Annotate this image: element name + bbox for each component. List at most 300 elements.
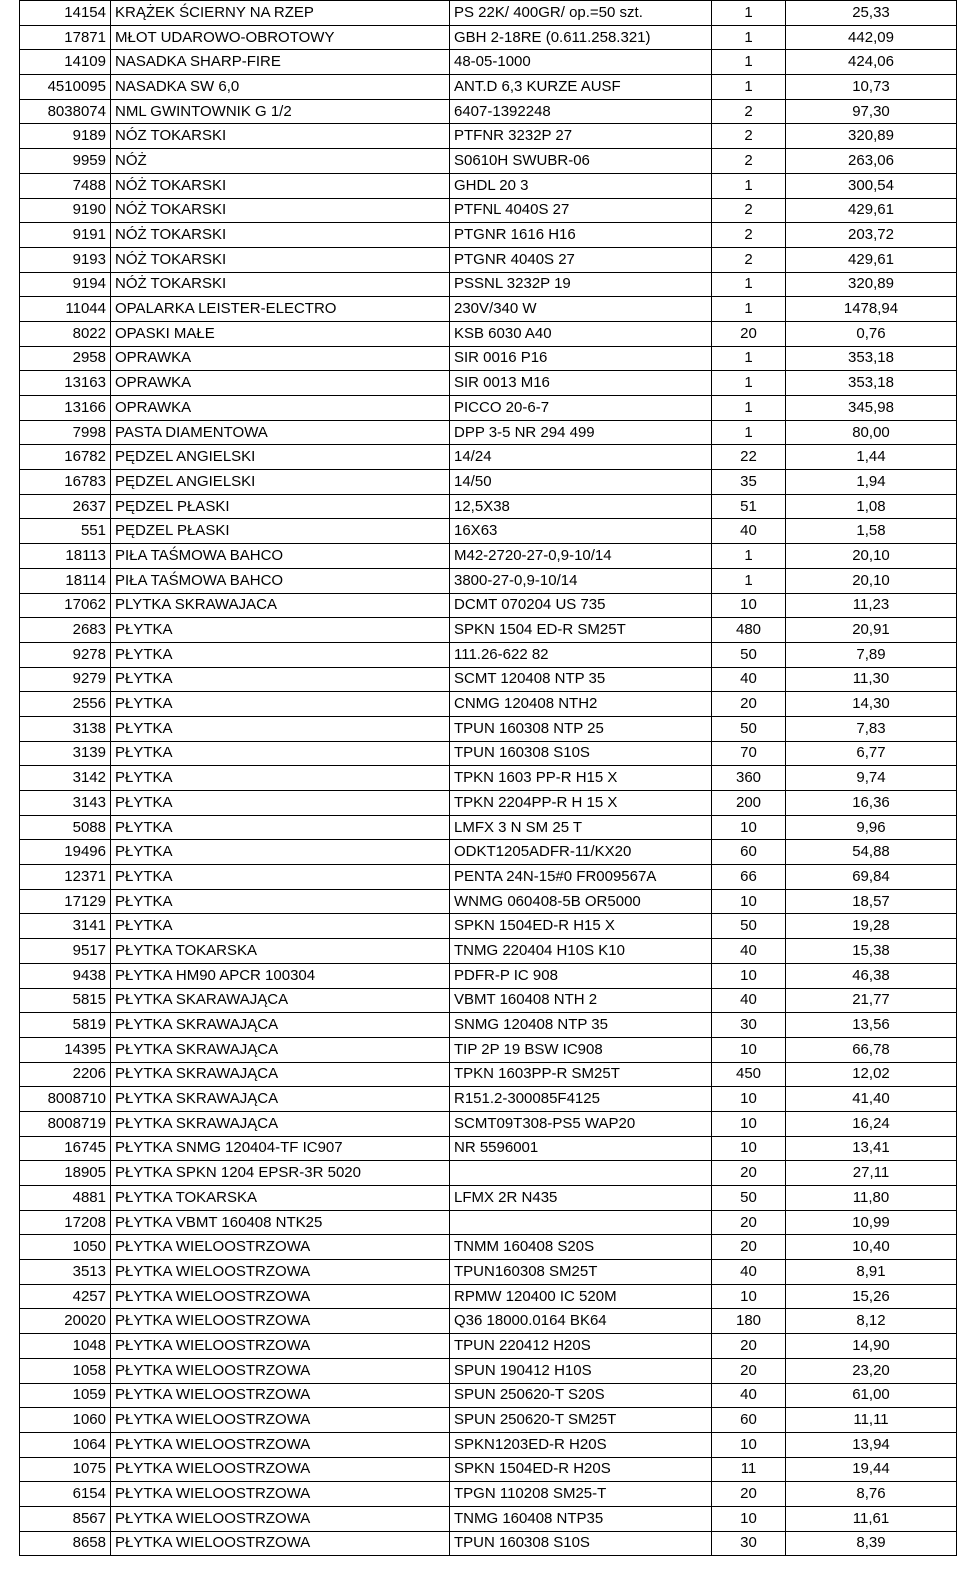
item-price-cell: 10,99 — [786, 1210, 957, 1235]
item-code-cell: 13166 — [20, 396, 111, 421]
item-quantity-cell: 50 — [712, 1186, 786, 1211]
item-type-cell: SCMT 120408 NTP 35 — [450, 667, 712, 692]
item-name-cell: NÓŻ TOKARSKI — [111, 198, 450, 223]
item-name-cell: NÓŻ TOKARSKI — [111, 223, 450, 248]
item-quantity-cell: 2 — [712, 124, 786, 149]
item-name-cell: PŁYTKA WIELOOSTRZOWA — [111, 1457, 450, 1482]
item-code-cell: 9959 — [20, 149, 111, 174]
item-quantity-cell: 60 — [712, 840, 786, 865]
item-code-cell: 8022 — [20, 321, 111, 346]
item-quantity-cell: 51 — [712, 494, 786, 519]
item-price-cell: 9,96 — [786, 815, 957, 840]
item-type-cell: TNMM 160408 S20S — [450, 1235, 712, 1260]
item-name-cell: KRĄŻEK ŚCIERNY NA RZEP — [111, 1, 450, 26]
item-quantity-cell: 20 — [712, 1210, 786, 1235]
item-name-cell: PIŁA TAŚMOWA BAHCO — [111, 568, 450, 593]
item-price-cell: 11,30 — [786, 667, 957, 692]
item-name-cell: PLYTKA SKRAWAJACA — [111, 593, 450, 618]
item-quantity-cell: 1 — [712, 346, 786, 371]
item-quantity-cell: 480 — [712, 618, 786, 643]
item-code-cell: 2958 — [20, 346, 111, 371]
item-price-cell: 61,00 — [786, 1383, 957, 1408]
item-type-cell: PTGNR 1616 H16 — [450, 223, 712, 248]
table-row — [20, 1062, 957, 1087]
item-type-cell: SPKN 1504 ED-R SM25T — [450, 618, 712, 643]
item-code-cell: 1060 — [20, 1408, 111, 1433]
item-code-cell: 8008710 — [20, 1087, 111, 1112]
item-name-cell: MŁOT UDAROWO-OBROTOWY — [111, 25, 450, 50]
item-code-cell: 3143 — [20, 791, 111, 816]
item-price-cell: 11,80 — [786, 1186, 957, 1211]
item-price-cell: 13,41 — [786, 1136, 957, 1161]
item-type-cell: R151.2-300085F4125 — [450, 1087, 712, 1112]
item-code-cell: 12371 — [20, 865, 111, 890]
item-type-cell: DPP 3-5 NR 294 499 — [450, 420, 712, 445]
item-price-cell: 19,44 — [786, 1457, 957, 1482]
item-type-cell: GBH 2-18RE (0.611.258.321) — [450, 25, 712, 50]
item-code-cell: 8038074 — [20, 99, 111, 124]
item-price-cell: 8,91 — [786, 1260, 957, 1285]
item-code-cell: 9194 — [20, 272, 111, 297]
item-price-cell: 20,10 — [786, 544, 957, 569]
item-name-cell: PŁYTKA WIELOOSTRZOWA — [111, 1531, 450, 1556]
table-row — [20, 297, 957, 322]
item-type-cell: VBMT 160408 NTH 2 — [450, 988, 712, 1013]
item-price-cell: 429,61 — [786, 198, 957, 223]
item-name-cell: PŁYTKA SKARAWAJĄCA — [111, 988, 450, 1013]
item-name-cell: OPASKI MAŁE — [111, 321, 450, 346]
item-name-cell: PASTA DIAMENTOWA — [111, 420, 450, 445]
item-name-cell: NÓZ TOKARSKI — [111, 124, 450, 149]
table-row — [20, 741, 957, 766]
table-row — [20, 716, 957, 741]
item-name-cell: OPALARKA LEISTER-ELECTRO — [111, 297, 450, 322]
item-price-cell: 25,33 — [786, 1, 957, 26]
item-quantity-cell: 10 — [712, 1111, 786, 1136]
item-quantity-cell: 2 — [712, 198, 786, 223]
item-type-cell: SIR 0013 M16 — [450, 371, 712, 396]
item-name-cell: PŁYTKA WIELOOSTRZOWA — [111, 1358, 450, 1383]
item-code-cell: 1075 — [20, 1457, 111, 1482]
item-price-cell: 1,08 — [786, 494, 957, 519]
item-type-cell: TNMG 220404 H10S K10 — [450, 939, 712, 964]
table-row — [20, 124, 957, 149]
item-price-cell: 353,18 — [786, 346, 957, 371]
item-quantity-cell: 20 — [712, 1235, 786, 1260]
item-price-cell: 20,91 — [786, 618, 957, 643]
item-code-cell: 13163 — [20, 371, 111, 396]
item-name-cell: PŁYTKA — [111, 815, 450, 840]
item-type-cell: PSSNL 3232P 19 — [450, 272, 712, 297]
table-row — [20, 1309, 957, 1334]
item-price-cell: 10,40 — [786, 1235, 957, 1260]
item-price-cell: 16,24 — [786, 1111, 957, 1136]
item-code-cell: 14154 — [20, 1, 111, 26]
item-code-cell: 2637 — [20, 494, 111, 519]
item-code-cell: 1058 — [20, 1358, 111, 1383]
item-quantity-cell: 360 — [712, 766, 786, 791]
table-row — [20, 815, 957, 840]
item-type-cell: TPUN 160308 S10S — [450, 1531, 712, 1556]
item-quantity-cell: 1 — [712, 297, 786, 322]
item-quantity-cell: 10 — [712, 1432, 786, 1457]
item-name-cell: PŁYTKA — [111, 791, 450, 816]
item-quantity-cell: 40 — [712, 1260, 786, 1285]
item-name-cell: NML GWINTOWNIK G 1/2 — [111, 99, 450, 124]
table-row — [20, 1111, 957, 1136]
table-row — [20, 889, 957, 914]
item-quantity-cell: 1 — [712, 50, 786, 75]
item-name-cell: PŁYTKA VBMT 160408 NTK25 — [111, 1210, 450, 1235]
item-type-cell: TPKN 1603 PP-R H15 X — [450, 766, 712, 791]
item-code-cell: 20020 — [20, 1309, 111, 1334]
item-quantity-cell: 20 — [712, 1161, 786, 1186]
item-type-cell: TPKN 1603PP-R SM25T — [450, 1062, 712, 1087]
item-quantity-cell: 1 — [712, 173, 786, 198]
item-price-cell: 13,94 — [786, 1432, 957, 1457]
table-row — [20, 1506, 957, 1531]
item-price-cell: 21,77 — [786, 988, 957, 1013]
item-name-cell: PŁYTKA SKRAWAJĄCA — [111, 1062, 450, 1087]
item-quantity-cell: 20 — [712, 692, 786, 717]
item-name-cell: PĘDZEL PŁASKI — [111, 519, 450, 544]
item-name-cell: PŁYTKA — [111, 914, 450, 939]
item-quantity-cell: 10 — [712, 1037, 786, 1062]
item-quantity-cell: 1 — [712, 420, 786, 445]
item-name-cell: NASADKA SHARP-FIRE — [111, 50, 450, 75]
table-row — [20, 766, 957, 791]
table-row — [20, 1161, 957, 1186]
item-code-cell: 9438 — [20, 963, 111, 988]
item-type-cell: SPUN 250620-T S20S — [450, 1383, 712, 1408]
item-quantity-cell: 40 — [712, 519, 786, 544]
table-row — [20, 865, 957, 890]
item-price-cell: 69,84 — [786, 865, 957, 890]
item-price-cell: 41,40 — [786, 1087, 957, 1112]
item-code-cell: 1064 — [20, 1432, 111, 1457]
table-row — [20, 1037, 957, 1062]
item-price-cell: 10,73 — [786, 75, 957, 100]
item-price-cell: 0,76 — [786, 321, 957, 346]
item-code-cell: 2556 — [20, 692, 111, 717]
item-price-cell: 8,39 — [786, 1531, 957, 1556]
item-name-cell: PŁYTKA SNMG 120404-TF IC907 — [111, 1136, 450, 1161]
item-type-cell: WNMG 060408-5B OR5000 — [450, 889, 712, 914]
item-type-cell: 230V/340 W — [450, 297, 712, 322]
item-quantity-cell: 30 — [712, 1013, 786, 1038]
item-code-cell: 2683 — [20, 618, 111, 643]
item-quantity-cell: 2 — [712, 99, 786, 124]
item-code-cell: 4881 — [20, 1186, 111, 1211]
item-quantity-cell: 1 — [712, 272, 786, 297]
item-quantity-cell: 10 — [712, 593, 786, 618]
item-name-cell: PŁYTKA — [111, 716, 450, 741]
item-code-cell: 5815 — [20, 988, 111, 1013]
item-code-cell: 7488 — [20, 173, 111, 198]
item-code-cell: 16783 — [20, 470, 111, 495]
table-row — [20, 939, 957, 964]
item-type-cell: TPUN 160308 NTP 25 — [450, 716, 712, 741]
item-type-cell: 14/24 — [450, 445, 712, 470]
item-name-cell: PŁYTKA WIELOOSTRZOWA — [111, 1383, 450, 1408]
table-row — [20, 198, 957, 223]
item-type-cell: KSB 6030 A40 — [450, 321, 712, 346]
item-price-cell: 46,38 — [786, 963, 957, 988]
item-price-cell: 14,90 — [786, 1334, 957, 1359]
item-price-cell: 12,02 — [786, 1062, 957, 1087]
item-type-cell: DCMT 070204 US 735 — [450, 593, 712, 618]
item-type-cell: LFMX 2R N435 — [450, 1186, 712, 1211]
item-name-cell: PŁYTKA — [111, 865, 450, 890]
item-name-cell: OPRAWKA — [111, 346, 450, 371]
item-code-cell: 14395 — [20, 1037, 111, 1062]
item-quantity-cell: 200 — [712, 791, 786, 816]
item-name-cell: PŁYTKA WIELOOSTRZOWA — [111, 1506, 450, 1531]
item-name-cell: OPRAWKA — [111, 396, 450, 421]
table-row — [20, 568, 957, 593]
table-row — [20, 618, 957, 643]
item-name-cell: PŁYTKA — [111, 889, 450, 914]
item-name-cell: NÓŻ TOKARSKI — [111, 272, 450, 297]
item-name-cell: PŁYTKA — [111, 618, 450, 643]
item-name-cell: PŁYTKA — [111, 642, 450, 667]
item-type-cell: 12,5X38 — [450, 494, 712, 519]
item-name-cell: NÓŻ TOKARSKI — [111, 173, 450, 198]
item-code-cell: 3139 — [20, 741, 111, 766]
item-price-cell: 300,54 — [786, 173, 957, 198]
item-quantity-cell: 180 — [712, 1309, 786, 1334]
item-type-cell: PICCO 20-6-7 — [450, 396, 712, 421]
item-code-cell: 9278 — [20, 642, 111, 667]
table-row — [20, 667, 957, 692]
item-price-cell: 15,38 — [786, 939, 957, 964]
item-type-cell: PTFNL 4040S 27 — [450, 198, 712, 223]
item-code-cell: 9193 — [20, 247, 111, 272]
item-code-cell: 19496 — [20, 840, 111, 865]
item-type-cell: SPKN1203ED-R H20S — [450, 1432, 712, 1457]
item-price-cell: 14,30 — [786, 692, 957, 717]
item-code-cell: 3141 — [20, 914, 111, 939]
table-row — [20, 791, 957, 816]
item-type-cell: M42-2720-27-0,9-10/14 — [450, 544, 712, 569]
item-name-cell: NÓŻ TOKARSKI — [111, 247, 450, 272]
item-code-cell: 16782 — [20, 445, 111, 470]
item-type-cell: SPKN 1504ED-R H20S — [450, 1457, 712, 1482]
item-type-cell: SPUN 190412 H10S — [450, 1358, 712, 1383]
item-type-cell: PTFNR 3232P 27 — [450, 124, 712, 149]
item-code-cell: 3513 — [20, 1260, 111, 1285]
item-type-cell: ANT.D 6,3 KURZE AUSF — [450, 75, 712, 100]
table-row — [20, 1482, 957, 1507]
item-name-cell: PŁYTKA WIELOOSTRZOWA — [111, 1408, 450, 1433]
table-row — [20, 692, 957, 717]
table-row — [20, 1013, 957, 1038]
item-type-cell: TIP 2P 19 BSW IC908 — [450, 1037, 712, 1062]
table-row — [20, 1087, 957, 1112]
item-type-cell: 14/50 — [450, 470, 712, 495]
table-row — [20, 396, 957, 421]
item-name-cell: PŁYTKA WIELOOSTRZOWA — [111, 1432, 450, 1457]
item-price-cell: 9,74 — [786, 766, 957, 791]
item-quantity-cell: 2 — [712, 149, 786, 174]
table-row — [20, 988, 957, 1013]
table-row — [20, 149, 957, 174]
item-name-cell: PŁYTKA SKRAWAJĄCA — [111, 1087, 450, 1112]
item-name-cell: PŁYTKA WIELOOSTRZOWA — [111, 1482, 450, 1507]
item-quantity-cell: 1 — [712, 544, 786, 569]
table-row — [20, 1, 957, 26]
item-quantity-cell: 60 — [712, 1408, 786, 1433]
item-code-cell: 1050 — [20, 1235, 111, 1260]
item-type-cell: NR 5596001 — [450, 1136, 712, 1161]
item-quantity-cell: 35 — [712, 470, 786, 495]
item-quantity-cell: 1 — [712, 25, 786, 50]
item-code-cell: 9190 — [20, 198, 111, 223]
item-type-cell: GHDL 20 3 — [450, 173, 712, 198]
item-code-cell: 17129 — [20, 889, 111, 914]
item-price-cell: 353,18 — [786, 371, 957, 396]
item-type-cell: TPKN 2204PP-R H 15 X — [450, 791, 712, 816]
item-type-cell: 3800-27-0,9-10/14 — [450, 568, 712, 593]
item-name-cell: NÓŻ — [111, 149, 450, 174]
item-name-cell: PŁYTKA SKRAWAJĄCA — [111, 1013, 450, 1038]
item-code-cell: 4257 — [20, 1284, 111, 1309]
table-row — [20, 371, 957, 396]
item-code-cell: 2206 — [20, 1062, 111, 1087]
table-row — [20, 1457, 957, 1482]
item-name-cell: PŁYTKA — [111, 741, 450, 766]
item-type-cell: TPUN 220412 H20S — [450, 1334, 712, 1359]
item-name-cell: PŁYTKA TOKARSKA — [111, 939, 450, 964]
item-quantity-cell: 10 — [712, 1506, 786, 1531]
item-price-cell: 6,77 — [786, 741, 957, 766]
table-row — [20, 173, 957, 198]
item-code-cell: 17871 — [20, 25, 111, 50]
table-row — [20, 25, 957, 50]
table-row — [20, 1235, 957, 1260]
item-price-cell: 1478,94 — [786, 297, 957, 322]
inventory-table — [19, 0, 957, 1556]
table-row — [20, 1358, 957, 1383]
item-code-cell: 3142 — [20, 766, 111, 791]
item-price-cell: 27,11 — [786, 1161, 957, 1186]
item-type-cell: PDFR-P IC 908 — [450, 963, 712, 988]
item-name-cell: PŁYTKA — [111, 692, 450, 717]
item-quantity-cell: 40 — [712, 939, 786, 964]
item-code-cell: 8658 — [20, 1531, 111, 1556]
item-price-cell: 320,89 — [786, 124, 957, 149]
table-row — [20, 642, 957, 667]
item-name-cell: PŁYTKA WIELOOSTRZOWA — [111, 1235, 450, 1260]
item-quantity-cell: 1 — [712, 568, 786, 593]
item-price-cell: 80,00 — [786, 420, 957, 445]
table-row — [20, 914, 957, 939]
table-row — [20, 99, 957, 124]
item-type-cell: Q36 18000.0164 BK64 — [450, 1309, 712, 1334]
item-code-cell: 14109 — [20, 50, 111, 75]
item-type-cell: PS 22K/ 400GR/ op.=50 szt. — [450, 1, 712, 26]
item-price-cell: 15,26 — [786, 1284, 957, 1309]
item-price-cell: 19,28 — [786, 914, 957, 939]
item-quantity-cell: 2 — [712, 223, 786, 248]
table-row — [20, 1408, 957, 1433]
item-name-cell: PŁYTKA WIELOOSTRZOWA — [111, 1260, 450, 1285]
item-quantity-cell: 1 — [712, 371, 786, 396]
item-code-cell: 1048 — [20, 1334, 111, 1359]
table-row — [20, 1432, 957, 1457]
item-quantity-cell: 10 — [712, 889, 786, 914]
item-type-cell: ODKT1205ADFR-11/KX20 — [450, 840, 712, 865]
item-quantity-cell: 10 — [712, 1087, 786, 1112]
item-quantity-cell: 66 — [712, 865, 786, 890]
item-quantity-cell: 50 — [712, 716, 786, 741]
item-quantity-cell: 10 — [712, 963, 786, 988]
item-code-cell: 11044 — [20, 297, 111, 322]
item-code-cell: 9279 — [20, 667, 111, 692]
item-name-cell: PĘDZEL PŁASKI — [111, 494, 450, 519]
item-name-cell: PŁYTKA SKRAWAJĄCA — [111, 1111, 450, 1136]
item-price-cell: 1,58 — [786, 519, 957, 544]
item-price-cell: 8,76 — [786, 1482, 957, 1507]
item-quantity-cell: 50 — [712, 914, 786, 939]
item-name-cell: PŁYTKA — [111, 667, 450, 692]
inventory-table-body — [20, 1, 957, 1556]
item-code-cell: 5088 — [20, 815, 111, 840]
item-code-cell: 4510095 — [20, 75, 111, 100]
item-type-cell: S0610H SWUBR-06 — [450, 149, 712, 174]
item-code-cell: 17208 — [20, 1210, 111, 1235]
item-name-cell: PŁYTKA TOKARSKA — [111, 1186, 450, 1211]
item-price-cell: 7,83 — [786, 716, 957, 741]
item-code-cell: 8567 — [20, 1506, 111, 1531]
item-quantity-cell: 10 — [712, 815, 786, 840]
item-quantity-cell: 450 — [712, 1062, 786, 1087]
table-row — [20, 50, 957, 75]
item-name-cell: OPRAWKA — [111, 371, 450, 396]
item-quantity-cell: 20 — [712, 321, 786, 346]
item-name-cell: PŁYTKA WIELOOSTRZOWA — [111, 1284, 450, 1309]
item-code-cell: 5819 — [20, 1013, 111, 1038]
item-type-cell: CNMG 120408 NTH2 — [450, 692, 712, 717]
item-price-cell: 345,98 — [786, 396, 957, 421]
item-price-cell: 23,20 — [786, 1358, 957, 1383]
item-type-cell: SPKN 1504ED-R H15 X — [450, 914, 712, 939]
item-price-cell: 429,61 — [786, 247, 957, 272]
table-row — [20, 75, 957, 100]
item-code-cell: 8008719 — [20, 1111, 111, 1136]
item-quantity-cell: 1 — [712, 1, 786, 26]
item-code-cell: 7998 — [20, 420, 111, 445]
item-quantity-cell: 50 — [712, 642, 786, 667]
item-name-cell: PŁYTKA SPKN 1204 EPSR-3R 5020 — [111, 1161, 450, 1186]
item-type-cell: 16X63 — [450, 519, 712, 544]
item-quantity-cell: 1 — [712, 396, 786, 421]
item-name-cell: PŁYTKA SKRAWAJĄCA — [111, 1037, 450, 1062]
item-price-cell: 97,30 — [786, 99, 957, 124]
item-code-cell: 18113 — [20, 544, 111, 569]
item-price-cell: 66,78 — [786, 1037, 957, 1062]
table-row — [20, 272, 957, 297]
item-type-cell: RPMW 120400 IC 520M — [450, 1284, 712, 1309]
table-row — [20, 1186, 957, 1211]
item-type-cell: PENTA 24N-15#0 FR009567A — [450, 865, 712, 890]
item-price-cell: 54,88 — [786, 840, 957, 865]
item-code-cell: 1059 — [20, 1383, 111, 1408]
table-row — [20, 593, 957, 618]
item-price-cell: 1,44 — [786, 445, 957, 470]
item-type-cell: 48-05-1000 — [450, 50, 712, 75]
item-type-cell: TPUN160308 SM25T — [450, 1260, 712, 1285]
